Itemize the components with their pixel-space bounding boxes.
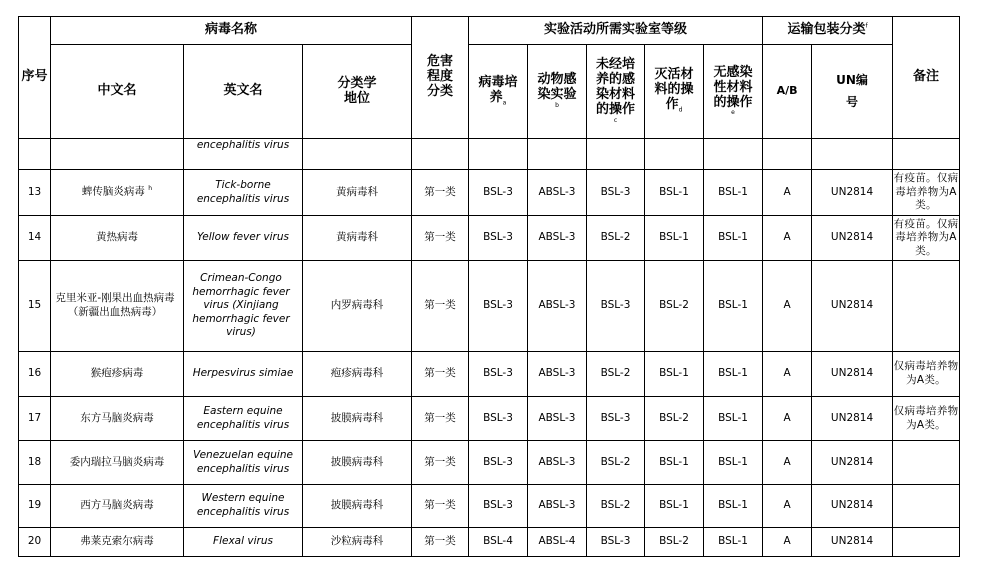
header-transport-label: 运输包装分类 [787,22,866,38]
cell-seq: 16 [19,352,51,397]
header-noninfectious-label: 无感染性材料的操作 [713,64,753,110]
cell-inactivated: BSL-1 [645,441,704,485]
header-uncultured-label: 未经培养的感染材料的操作 [595,57,635,117]
cell-animal: ABSL-3 [528,352,587,397]
cell-family: 黄病毒科 [303,170,412,216]
cell-noninfectious: BSL-1 [704,397,763,441]
cell-note: 有疫苗。仅病毒培养物为A类。 [893,170,960,216]
header-inactivated [645,45,704,139]
cell-culture: BSL-3 [469,485,528,528]
header-transport-note: f [865,22,868,30]
cell-note [893,441,960,485]
cn-name-footnote: h [148,185,153,193]
header-hazard: 危害程度分类 [412,17,469,139]
cell-family: 黄病毒科 [303,216,412,261]
cell-noninfectious: BSL-1 [704,352,763,397]
cell-noninfectious: BSL-1 [704,528,763,557]
cell-un: UN2814 [812,261,893,352]
cell-family: 疱疹病毒科 [303,352,412,397]
cell-seq: 14 [19,216,51,261]
cell-hazard: 第一类 [412,397,469,441]
cell-un: UN2814 [812,170,893,216]
cell-note [893,485,960,528]
cell-inactivated: BSL-2 [645,261,704,352]
cell-uncultured: BSL-3 [587,170,645,216]
header-cn-name: 中文名 [51,45,184,139]
header-un: UN编号 [812,45,893,139]
cell-ab: A [763,261,812,352]
header-inactivated-note: d [678,106,683,114]
cell-ab: A [763,170,812,216]
cell-seq: 13 [19,170,51,216]
cell-noninfectious [704,139,763,170]
cell-culture: BSL-3 [469,261,528,352]
cell-family: 内罗病毒科 [303,261,412,352]
cell-note: 有疫苗。仅病毒培养物为A类。 [893,216,960,261]
cell-note: 仅病毒培养物为A类。 [893,397,960,441]
cell-seq: 17 [19,397,51,441]
header-noninfectious-note: e [731,109,735,117]
cell-note [893,139,960,170]
cn-name-text: 蜱传脑炎病毒 [81,185,145,198]
table-row [19,216,960,261]
cell-uncultured: BSL-2 [587,485,645,528]
cell-ab [763,139,812,170]
cell-hazard: 第一类 [412,216,469,261]
cell-family [303,139,412,170]
cell-en-name: encephalitis virus [184,139,303,170]
cell-animal: ABSL-3 [528,441,587,485]
virus-lab-table [18,16,960,557]
cell-note [893,261,960,352]
cell-animal: ABSL-3 [528,485,587,528]
header-animal-note: b [555,101,559,109]
table-row-continuation [19,139,960,170]
cell-culture: BSL-3 [469,441,528,485]
header-noninfectious [704,45,763,139]
cell-note [893,528,960,557]
cell-hazard: 第一类 [412,261,469,352]
cell-uncultured [587,139,645,170]
table-row [19,397,960,441]
cell-cn-name [51,170,184,216]
header-seq: 序号 [19,17,51,139]
cell-un: UN2814 [812,528,893,557]
cell-inactivated: BSL-1 [645,170,704,216]
cell-noninfectious: BSL-1 [704,441,763,485]
header-remarks: 备注 [893,17,960,139]
cell-cn-name: 黄热病毒 [51,216,184,261]
cell-animal [528,139,587,170]
cell-culture: BSL-3 [469,170,528,216]
cell-animal: ABSL-4 [528,528,587,557]
header-culture [469,45,528,139]
cell-uncultured: BSL-2 [587,352,645,397]
cell-ab: A [763,528,812,557]
cell-cn-name: 克里米亚-刚果出血热病毒（新疆出血热病毒） [51,261,184,352]
table-row [19,528,960,557]
header-lab-level: 实验活动所需实验室等级 [469,17,763,45]
cell-un: UN2814 [812,485,893,528]
cell-family: 披膜病毒科 [303,485,412,528]
header-uncultured-note: c [613,116,618,124]
cell-un: UN2814 [812,397,893,441]
cell-seq: 15 [19,261,51,352]
cell-cn-name: 弗莱克索尔病毒 [51,528,184,557]
cell-inactivated: BSL-1 [645,352,704,397]
header-transport [763,17,893,45]
cell-en-name: Venezuelan equine encephalitis virus [184,441,303,485]
cell-uncultured: BSL-3 [587,528,645,557]
cell-cn-name: 西方马脑炎病毒 [51,485,184,528]
cell-family: 披膜病毒科 [303,397,412,441]
cell-un: UN2814 [812,441,893,485]
cell-noninfectious: BSL-1 [704,216,763,261]
cell-hazard: 第一类 [412,441,469,485]
table-row [19,485,960,528]
cell-en-name: Eastern equine encephalitis virus [184,397,303,441]
cell-culture: BSL-3 [469,397,528,441]
header-ab: A/B [763,45,812,139]
cell-noninfectious: BSL-1 [704,261,763,352]
cell-noninfectious: BSL-1 [704,170,763,216]
table-row [19,441,960,485]
cell-ab: A [763,485,812,528]
cell-animal: ABSL-3 [528,397,587,441]
header-animal [528,45,587,139]
header-culture-note: a [502,99,507,107]
table-row [19,352,960,397]
header-uncultured [587,45,645,139]
cell-inactivated: BSL-2 [645,397,704,441]
cell-en-name: Flexal virus [184,528,303,557]
cell-animal: ABSL-3 [528,261,587,352]
cell-cn-name: 猴疱疹病毒 [51,352,184,397]
cell-uncultured: BSL-3 [587,397,645,441]
header-culture-label: 病毒培养 [478,74,518,105]
cell-seq: 18 [19,441,51,485]
cell-en-name: Tick-borne encephalitis virus [184,170,303,216]
cell-culture: BSL-3 [469,352,528,397]
cell-en-name: Herpesvirus simiae [184,352,303,397]
cell-seq: 19 [19,485,51,528]
cell-culture: BSL-4 [469,528,528,557]
table-row [19,170,960,216]
cell-ab: A [763,441,812,485]
table-row [19,261,960,352]
header-en-name: 英文名 [184,45,303,139]
cell-cn-name: 委内瑞拉马脑炎病毒 [51,441,184,485]
cell-uncultured: BSL-3 [587,261,645,352]
cell-un: UN2814 [812,352,893,397]
header-taxonomy: 分类学地位 [303,45,412,139]
cell-family: 披膜病毒科 [303,441,412,485]
cell-hazard: 第一类 [412,352,469,397]
cell-inactivated: BSL-1 [645,485,704,528]
cell-ab: A [763,352,812,397]
cell-seq [19,139,51,170]
cell-uncultured: BSL-2 [587,216,645,261]
cell-cn-name: 东方马脑炎病毒 [51,397,184,441]
header-virus-name: 病毒名称 [51,17,412,45]
cell-uncultured: BSL-2 [587,441,645,485]
cell-animal: ABSL-3 [528,170,587,216]
cell-en-name: Yellow fever virus [184,216,303,261]
header-animal-label: 动物感染实验 [537,72,577,103]
cell-cn-name [51,139,184,170]
cell-hazard: 第一类 [412,528,469,557]
cell-un [812,139,893,170]
cell-ab: A [763,397,812,441]
cell-hazard [412,139,469,170]
cell-en-name: Crimean-Congo hemorrhagic fever virus (Xinjiang hemorrhagic fever virus) [184,261,303,352]
cell-family: 沙粒病毒科 [303,528,412,557]
cell-en-name: Western equine encephalitis virus [184,485,303,528]
cell-animal: ABSL-3 [528,216,587,261]
cell-inactivated: BSL-2 [645,528,704,557]
cell-culture: BSL-3 [469,216,528,261]
cell-inactivated: BSL-1 [645,216,704,261]
cell-seq: 20 [19,528,51,557]
cell-note: 仅病毒培养物为A类。 [893,352,960,397]
cell-ab: A [763,216,812,261]
cell-inactivated [645,139,704,170]
cell-noninfectious: BSL-1 [704,485,763,528]
cell-hazard: 第一类 [412,485,469,528]
cell-hazard: 第一类 [412,170,469,216]
header-inactivated-label: 灭活材料的操作 [654,67,694,113]
cell-culture [469,139,528,170]
table-container [18,16,960,557]
cell-un: UN2814 [812,216,893,261]
